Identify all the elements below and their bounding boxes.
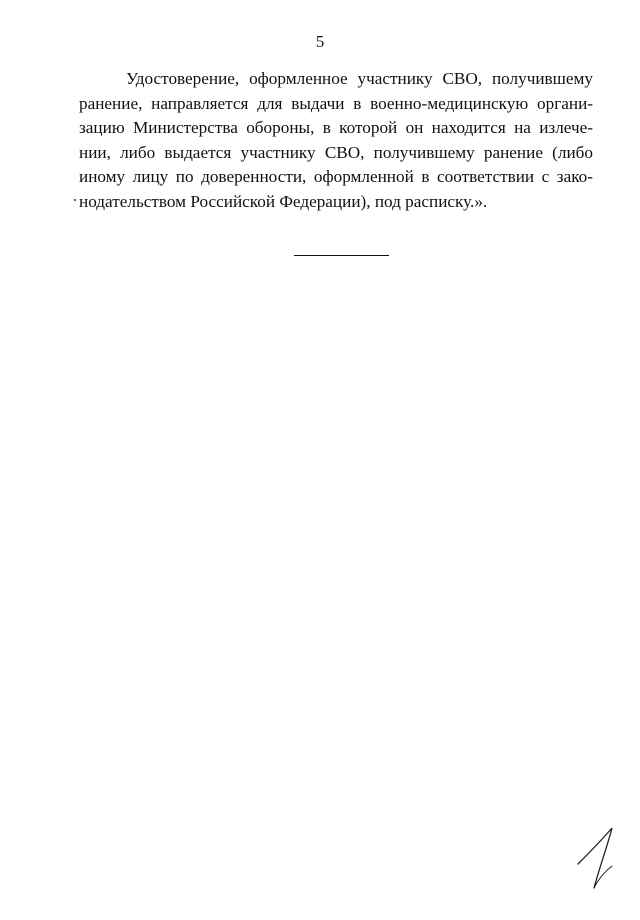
initials-mark: [572, 822, 622, 892]
body-paragraph: [79, 67, 593, 215]
paragraph-line: нодательством Российской Федерации), под расписку.».: [79, 191, 488, 211]
paragraph-line: Удостоверение, оформленное участнику СВО, получившему: [126, 69, 593, 88]
scan-speck: [74, 199, 76, 201]
page-number: 5: [315, 32, 325, 51]
end-rule: [294, 255, 389, 256]
paragraph-line: нии, либо выдается участнику СВО, получившему ранение (либо: [79, 142, 593, 162]
paragraph-line: ранение, направляется для выдачи в военно-медицинскую органи-: [79, 93, 593, 113]
paragraph-line: иному лицу по доверенности, оформленной в соответствии с зако-: [79, 167, 593, 187]
paragraph-line: зацию Министерства обороны, в которой он находится на излече-: [79, 118, 593, 138]
